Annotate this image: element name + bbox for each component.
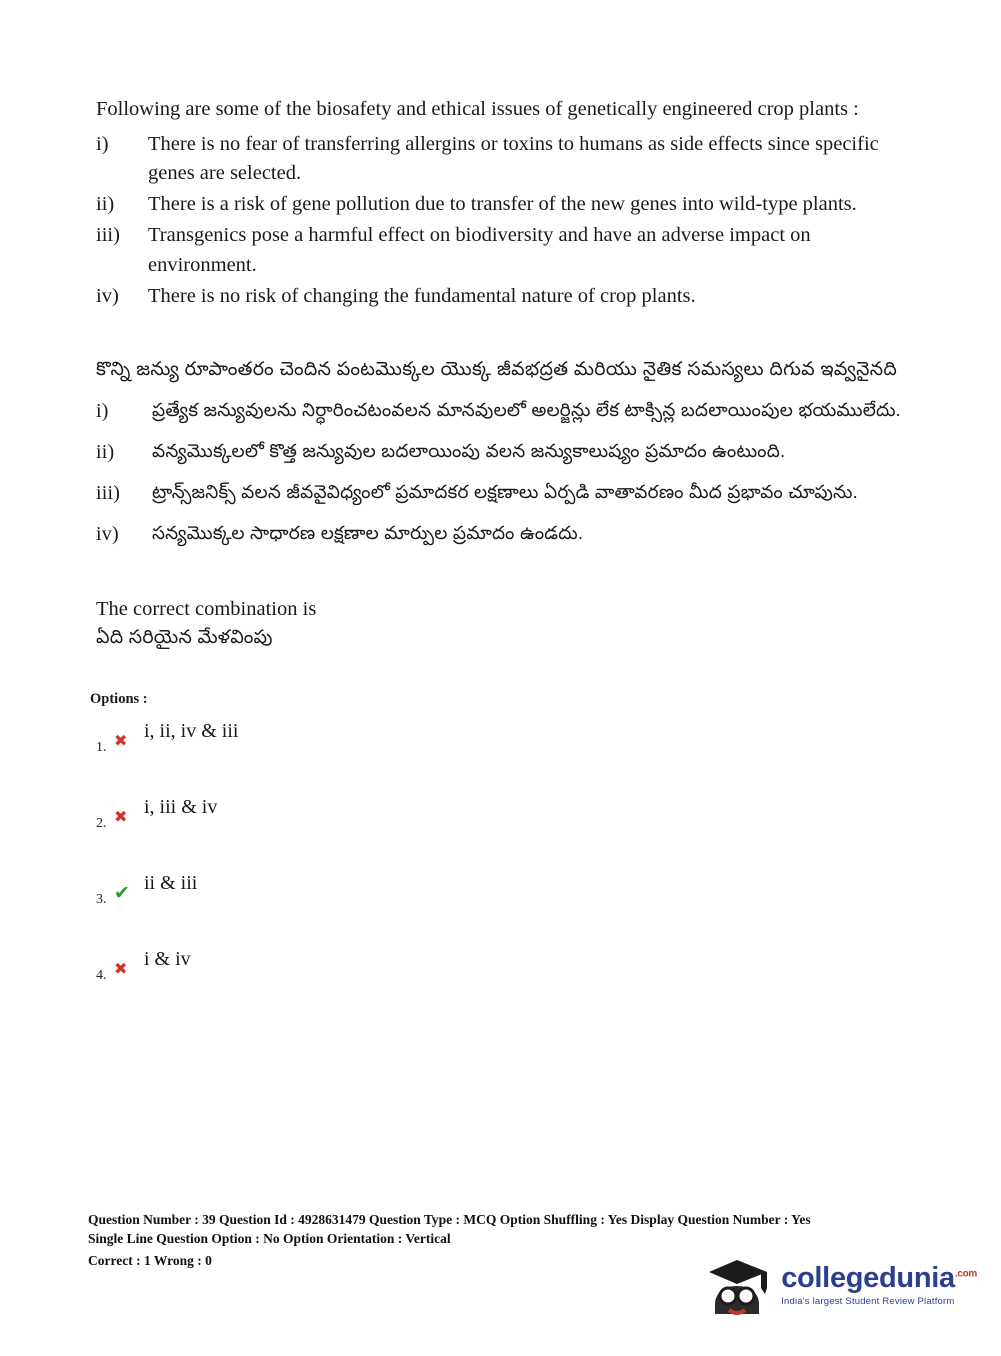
list-item-text: వన్యమొక్కలలో కొత్త జన్యువుల బదలాయింపు వలన జన్యుకాలుష్యం ప్రమాదం ఉంటుంది. (152, 440, 786, 462)
list-item (96, 130, 905, 188)
options-label: Options : (90, 691, 148, 708)
option-text: i & iv (144, 948, 191, 971)
graduate-cap-icon (701, 1252, 773, 1318)
list-item (96, 282, 905, 311)
option-number: 2. (96, 816, 107, 832)
logo-text (781, 1261, 977, 1307)
answer-prompt-english: The correct combination is (96, 598, 317, 621)
list-item-marker: iii) (96, 482, 121, 505)
option-text: i, iii & iv (144, 796, 218, 819)
option-text: ii & iii (144, 872, 198, 895)
check-icon: ✔ (114, 883, 130, 905)
logo-wordmark (781, 1261, 977, 1294)
options-list (96, 708, 905, 1012)
list-item (96, 477, 905, 509)
list-item (96, 436, 905, 468)
metadata-line-2: Single Line Question Option : No Option Orientation : Vertical (88, 1230, 451, 1246)
question-stem-english: Following are some of the biosafety and ethical issues of genetically engineered crop plants : (96, 98, 859, 120)
list-item (96, 518, 905, 550)
metadata-line-1: Question Number : 39 Question Id : 4928631479 Question Type : MCQ Option Shuffling : Yes Display Question Number : Yes (88, 1212, 811, 1228)
list-item-marker: ii) (96, 193, 115, 216)
answer-prompt-telugu: ఏది సరియైన మేళవింపు (96, 627, 273, 649)
option-number: 3. (96, 892, 107, 908)
option-row-4[interactable] (96, 936, 905, 1012)
list-item-marker: iii) (96, 224, 120, 247)
list-item-text: ట్రాన్స్‌జనిక్స్ వలన జీవవైవిధ్యంలో ప్రమాదకర లక్షణాలు ఏర్పడి వాతావరణం మీద ప్రభావం చూపును. (152, 481, 858, 503)
cross-icon: ✖ (114, 961, 128, 979)
logo-tagline: India's largest Student Review Platform (781, 1295, 955, 1307)
cross-icon: ✖ (114, 809, 128, 827)
list-item-marker: i) (96, 400, 109, 423)
list-item-text: There is a risk of gene pollution due to transfer of the new genes into wild-type plants. (148, 193, 857, 216)
list-item-marker: iv) (96, 284, 119, 307)
list-item-text: Transgenics pose a harmful effect on biodiversity and have an adverse impact on environment. (148, 224, 811, 276)
list-item-text: ప్రత్యేక జన్యువులను నిర్ధారించటంవలన మానవులలో అలర్జిన్లు లేక టాక్సిన్ల బదలాయింపుల భయములేదు. (152, 399, 902, 421)
list-item-text: There is no risk of changing the fundamental nature of crop plants. (148, 284, 696, 307)
english-statement-list (96, 130, 905, 311)
list-item (96, 221, 905, 279)
metadata-line-3: Correct : 1 Wrong : 0 (88, 1252, 212, 1268)
question-stem-telugu: కొన్ని జన్యు రూపాంతరం చెందిన పంటమొక్కల యొక్క జీవభద్రత మరియు నైతిక సమస్యలు దిగువ ఇవ్వనైనది (96, 358, 898, 380)
cross-icon: ✖ (114, 733, 128, 751)
option-row-2[interactable] (96, 784, 905, 860)
logo-domain-suffix: .com (954, 1268, 977, 1280)
option-number: 4. (96, 968, 107, 984)
option-text: i, ii, iv & iii (144, 720, 239, 743)
list-item-marker: i) (96, 133, 109, 156)
collegedunia-watermark (701, 1252, 977, 1318)
list-item-text: There is no fear of transferring allergins or toxins to humans as side effects since specific genes are selected. (148, 133, 879, 185)
list-item-marker: ii) (96, 441, 115, 464)
list-item-marker: iv) (96, 523, 119, 546)
telugu-statement-list (96, 395, 905, 550)
list-item (96, 190, 905, 219)
list-item (96, 395, 905, 427)
list-item-text: సన్యమొక్కల సాధారణ లక్షణాల మార్పుల ప్రమాదం ఉండదు. (152, 522, 584, 544)
option-row-1[interactable] (96, 708, 905, 784)
option-number: 1. (96, 740, 107, 756)
option-row-3[interactable] (96, 860, 905, 936)
logo-word: collegedunia (781, 1261, 955, 1294)
